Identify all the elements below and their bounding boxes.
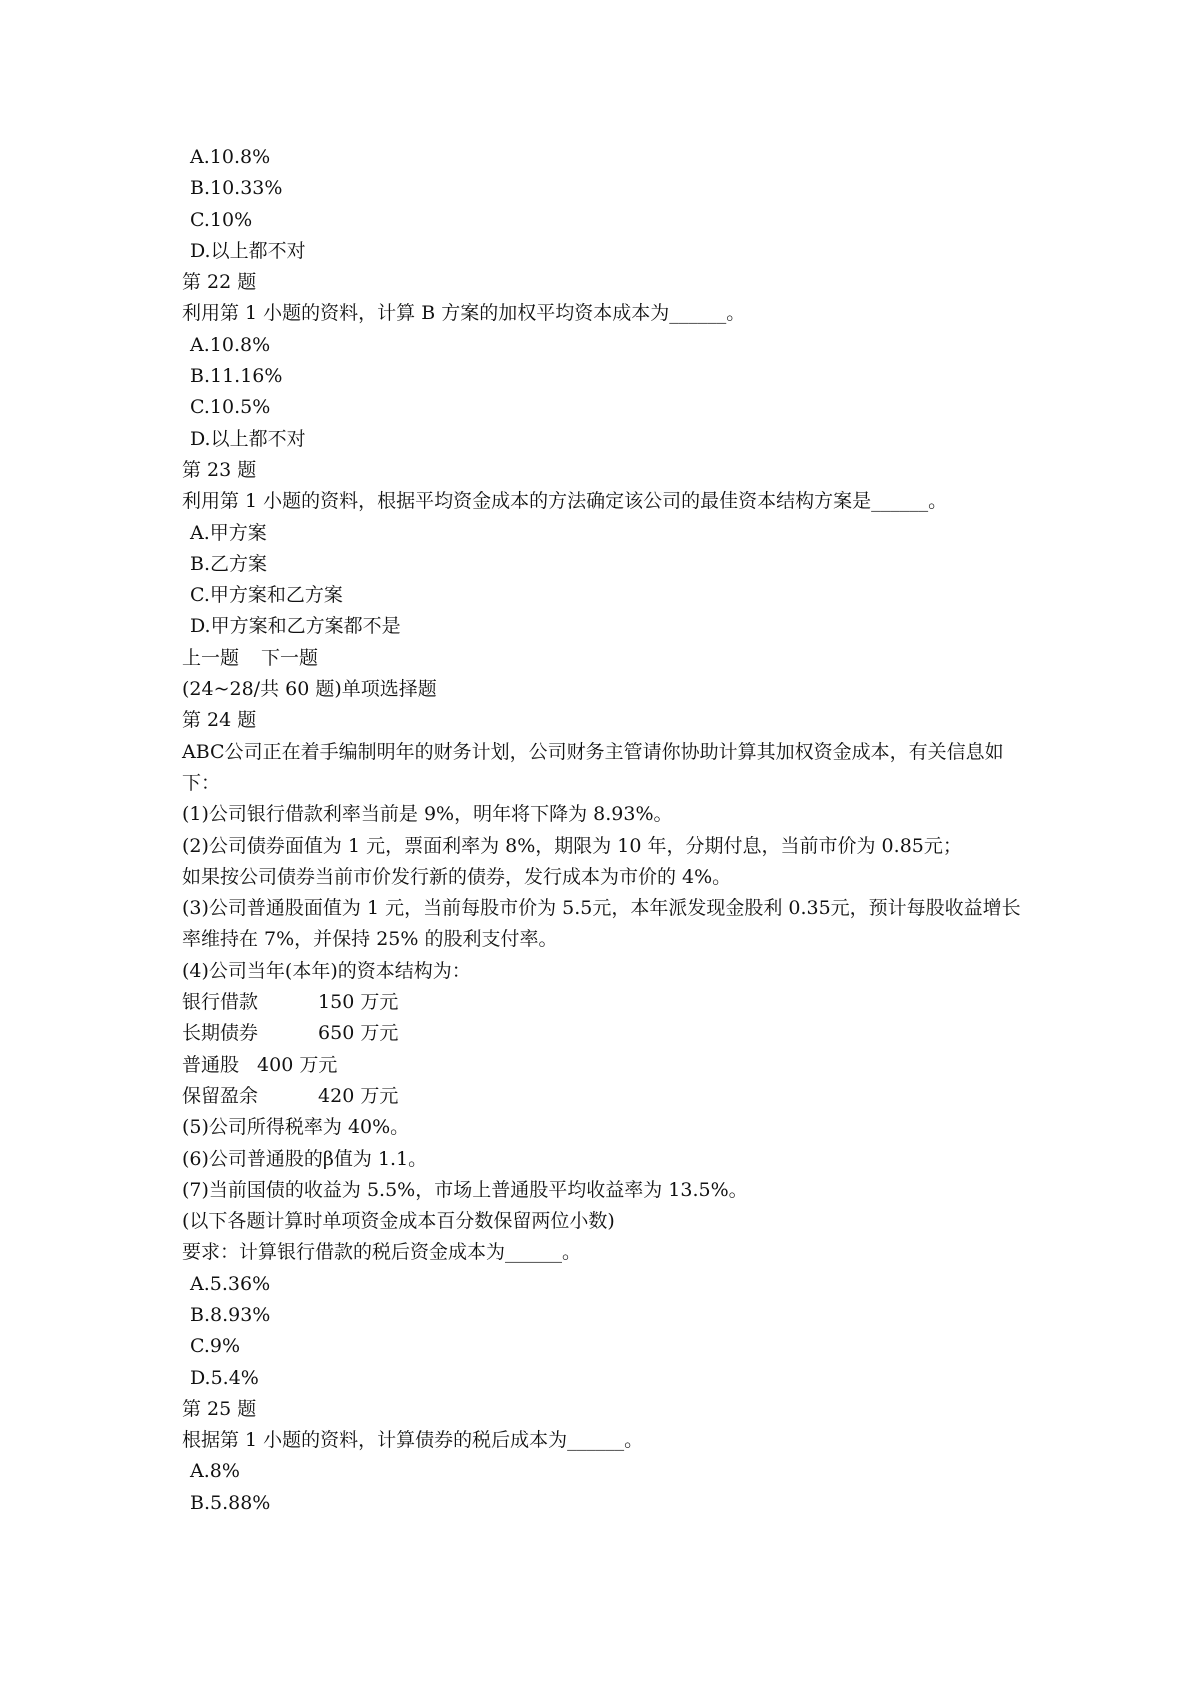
document-page [182,142,1022,1519]
capital-row-amount: 420 万元 [318,1084,399,1107]
q24-item-5: (5)公司所得税率为 40%。 [182,1116,410,1139]
q21-option-b: B.10.33% [190,177,283,200]
section-header: (24~28/共 60 题)单项选择题 [182,678,437,701]
q25-option-b: B.5.88% [190,1491,271,1514]
q22-option-c: C.10.5% [190,396,271,419]
capital-row-name: 普通股 [182,1053,240,1076]
q24-option-b: B.8.93% [190,1303,271,1326]
q22-title: 第 22 题 [182,271,257,294]
q23-option-c: C.甲方案和乙方案 [190,584,343,607]
capital-row-retained-earnings [182,1081,1022,1112]
q21-option-a: A.10.8% [190,146,271,168]
q24-item-7: (7)当前国债的收益为 5.5%，市场上普通股平均收益率为 13.5%。 [182,1178,748,1201]
q24-intro: ABC公司正在着手编制明年的财务计划，公司财务主管请你协助计算其加权资金成本，有关信息如下： [182,740,1004,794]
q24-option-d: D.5.4% [190,1366,259,1389]
q24-option-c: C.9% [190,1335,241,1358]
capital-row-common-stock [182,1050,1022,1081]
q24-item-2b: 如果按公司债券当前市价发行新的债券，发行成本为市价的 4%。 [182,865,732,888]
q22-option-d: D.以上都不对 [190,427,306,450]
capital-row-amount: 150 万元 [318,991,399,1014]
q23-title: 第 23 题 [182,458,257,481]
q22-question: 利用第 1 小题的资料，计算 B 方案的加权平均资本成本为______。 [182,302,746,325]
q21-option-d: D.以上都不对 [190,239,306,262]
q21-option-c: C.10% [190,208,253,231]
q24-option-a: A.5.36% [190,1272,271,1295]
prev-question-link[interactable]: 上一题 [182,646,240,669]
q23-option-d: D.甲方案和乙方案都不是 [190,615,401,638]
capital-row-amount: 650 万元 [318,1022,399,1045]
q24-title: 第 24 题 [182,709,257,732]
q22-option-a: A.10.8% [190,333,271,356]
capital-row-bank-loan [182,987,1022,1018]
q23-question: 利用第 1 小题的资料，根据平均资金成本的方法确定该公司的最佳资本结构方案是______。 [182,490,948,513]
q23-option-a: A.甲方案 [190,521,267,544]
q22-option-b: B.11.16% [190,365,283,388]
q24-item-4: (4)公司当年(本年)的资本结构为： [182,959,471,982]
next-question-link[interactable]: 下一题 [261,646,319,669]
capital-row-name: 银行借款 [182,991,259,1014]
capital-row-amount: 400 万元 [257,1053,338,1076]
q24-item-3: (3)公司普通股面值为 1 元，当前每股市价为 5.5元，本年派发现金股利 0.35元，预计每股收益增长率维持在 7%，并保持 25% 的股利支付率。 [182,897,1021,951]
question-nav [182,643,1022,674]
q24-item-1: (1)公司银行借款利率当前是 9%，明年将下降为 8.93%。 [182,803,673,826]
capital-row-long-bond [182,1018,1022,1049]
q24-requirement: 要求：计算银行借款的税后资金成本为______。 [182,1241,582,1264]
q24-item-6: (6)公司普通股的β值为 1.1。 [182,1147,428,1170]
q23-option-b: B.乙方案 [190,552,268,575]
q24-item-2a: (2)公司债券面值为 1 元，票面利率为 8%，期限为 10 年，分期付息，当前市价为 0.85元； [182,834,962,857]
capital-row-name: 保留盈余 [182,1084,259,1107]
q25-option-a: A.8% [190,1460,240,1483]
q25-title: 第 25 题 [182,1397,257,1420]
capital-row-name: 长期债券 [182,1022,259,1045]
q24-note: (以下各题计算时单项资金成本百分数保留两位小数) [182,1210,615,1233]
q25-question: 根据第 1 小题的资料，计算债券的税后成本为______。 [182,1429,644,1452]
